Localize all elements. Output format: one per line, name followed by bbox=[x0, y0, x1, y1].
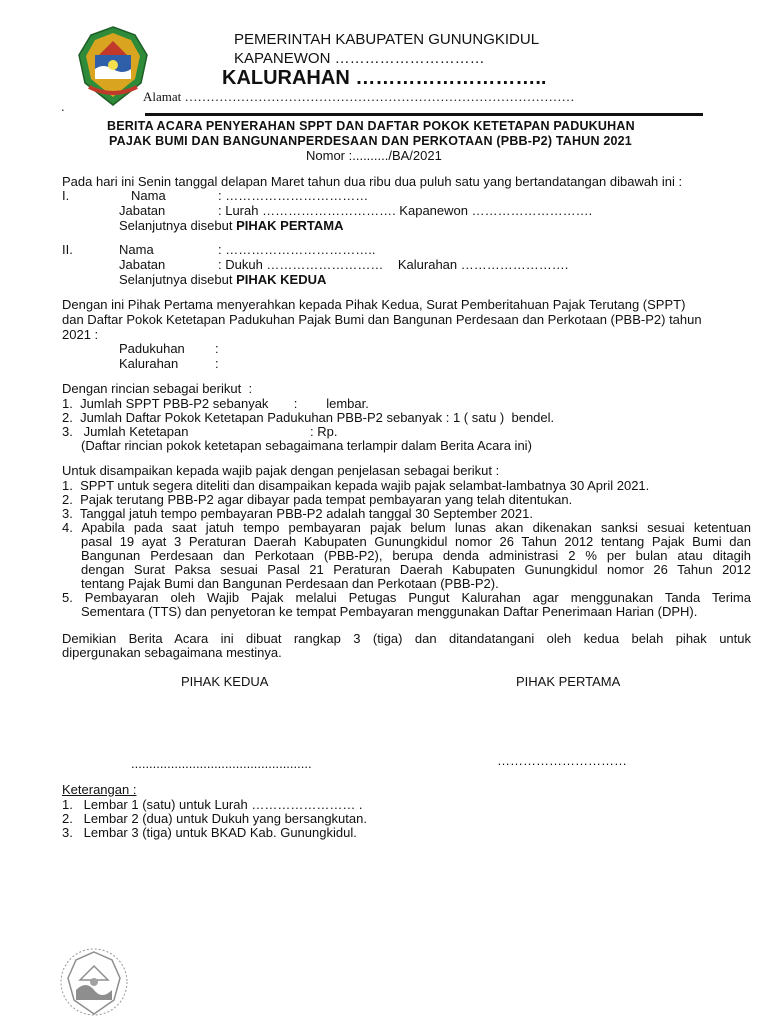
document-title-line2: PAJAK BUMI DAN BANGUNANPERDESAAN DAN PERKOTAAN (PBB-P2) TAHUN 2021 bbox=[109, 134, 632, 148]
header-alamat: Alamat ……………………………………………………………………………… bbox=[143, 89, 575, 104]
header-kalurahan: KALURAHAN ……………………….. bbox=[222, 67, 547, 89]
statement-line1: Dengan ini Pihak Pertama menyerahkan kepada Pihak Kedua, Surat Pemberitahuan Pajak Terutang (SPPT) bbox=[62, 297, 686, 312]
penjelasan-heading: Untuk disampaikan kepada wajib pajak dengan penjelasan sebagai berikut : bbox=[62, 463, 500, 478]
penjelasan-item-4-line4: dengan Surat Paksa sesuai Pasal 21 Peraturan Daerah Kabupaten Gunungkidul nomor 26 Tahun 2012 bbox=[81, 562, 751, 577]
penjelasan-item-1: 1. SPPT untuk segera diteliti dan disampaikan kepada wajib pajak selambat-lambatnya 30 April 2021. bbox=[62, 478, 650, 493]
party1-disebut: Selanjutnya disebut bbox=[119, 218, 233, 233]
keterangan-heading: Keterangan : bbox=[62, 782, 137, 797]
margin-dot: . bbox=[61, 99, 65, 114]
header-government: PEMERINTAH KABUPATEN GUNUNGKIDUL bbox=[234, 31, 540, 48]
header-divider bbox=[145, 113, 703, 116]
party2-role: PIHAK KEDUA bbox=[236, 272, 327, 287]
kalurahan-colon: : bbox=[215, 356, 219, 371]
party2-number: II. bbox=[62, 242, 73, 257]
keterangan-item-2: 2. Lembar 2 (dua) untuk Dukuh yang bersangkutan. bbox=[62, 811, 367, 826]
signature-pihak-pertama-label: PIHAK PERTAMA bbox=[516, 674, 621, 689]
document-number: Nomor :........../BA/2021 bbox=[306, 148, 442, 163]
padukuhan-colon: : bbox=[215, 341, 219, 356]
faded-watermark-emblem bbox=[58, 944, 130, 1020]
rincian-heading: Dengan rincian sebagai berikut : bbox=[62, 381, 253, 396]
party2-jabatan-label: Jabatan bbox=[119, 257, 166, 272]
rincian-item-3-value: : Rp. bbox=[310, 424, 338, 439]
party1-jabatan-label: Jabatan bbox=[119, 203, 166, 218]
party1-role: PIHAK PERTAMA bbox=[236, 218, 344, 233]
penjelasan-item-5-line1: 5. Pembayaran oleh Wajib Pajak melalui Petugas Pungut Kalurahan agar menggunakan Tanda Terima bbox=[62, 590, 751, 605]
statement-line3: 2021 : bbox=[62, 327, 99, 342]
rincian-note: (Daftar rincian pokok ketetapan sebagaimana terlampir dalam Berita Acara ini) bbox=[81, 438, 532, 453]
header-kapanewon: KAPANEWON ………………………… bbox=[234, 50, 485, 67]
party2-nama-value: : …………………………….. bbox=[218, 242, 376, 257]
party1-nama-value: : …………………………… bbox=[218, 188, 369, 203]
penjelasan-item-4-line3: Bangunan Perdesaan dan Perkotaan (PBB-P2), berupa denda administrasi 2 % per bulan atau ditagih bbox=[81, 548, 751, 563]
penjelasan-item-4-line1: 4. Apabila pada saat jatuh tempo pembayaran pajak belum lunas akan dikenakan sanksi sesuai ketentuan bbox=[62, 520, 751, 535]
statement-line2: dan Daftar Pokok Ketetapan Padukuhan Pajak Bumi dan Bangunan Perdesaan dan Perkotaan (PBB-P2) tahun bbox=[62, 312, 702, 327]
party2-designation bbox=[119, 273, 326, 287]
closing-line1: Demikian Berita Acara ini dibuat rangkap 3 (tiga) dan ditandatangani oleh kedua belah pihak untuk bbox=[62, 631, 751, 646]
party2-jabatan-value: : Dukuh ……………………… Kalurahan ……………………. bbox=[218, 257, 569, 272]
party1-nama-label: Nama bbox=[131, 188, 166, 203]
padukuhan-label: Padukuhan bbox=[119, 341, 185, 356]
party2-disebut: Selanjutnya disebut bbox=[119, 272, 233, 287]
penjelasan-item-3: 3. Tanggal jatuh tempo pembayaran PBB-P2 adalah tanggal 30 September 2021. bbox=[62, 506, 533, 521]
document-title-line1: BERITA ACARA PENYERAHAN SPPT DAN DAFTAR POKOK KETETAPAN PADUKUHAN bbox=[107, 119, 635, 133]
rincian-item-2: 2. Jumlah Daftar Pokok Ketetapan Padukuhan PBB-P2 sebanyak : 1 ( satu ) bendel. bbox=[62, 410, 555, 425]
signature-line-left: .................................................. bbox=[131, 756, 312, 771]
kalurahan-label: Kalurahan bbox=[119, 356, 179, 371]
party1-jabatan-value: : Lurah …………………………. Kapanewon ………………………. bbox=[218, 203, 593, 218]
keterangan-item-1: 1. Lembar 1 (satu) untuk Lurah …………………… . bbox=[62, 797, 363, 812]
gunungkidul-emblem-logo bbox=[75, 25, 151, 107]
penjelasan-item-5-line2: Sementara (TTS) dan penyetoran ke tempat Pembayaran menggunakan Daftar Penerimaan Harian (DPH). bbox=[81, 604, 698, 619]
penjelasan-item-4-line2: pasal 19 ayat 3 Peraturan Daerah Kabupaten Gunungkidul nomor 26 Tahun 2012 tentang Pajak Bumi dan bbox=[81, 534, 751, 549]
rincian-item-3: 3. Jumlah Ketetapan bbox=[62, 424, 189, 439]
party1-number: I. bbox=[62, 188, 70, 203]
party1-designation bbox=[119, 219, 343, 233]
signature-line-right: ………………………… bbox=[497, 753, 627, 768]
rincian-item-1: 1. Jumlah SPPT PBB-P2 sebanyak : lembar. bbox=[62, 396, 369, 411]
penjelasan-item-4-line5: tentang Pajak Bumi dan Bangunan Perdesaan dan Perkotaan (PBB-P2). bbox=[81, 576, 499, 591]
signature-pihak-kedua-label: PIHAK KEDUA bbox=[181, 674, 269, 689]
intro-text: Pada hari ini Senin tanggal delapan Maret tahun dua ribu dua puluh satu yang bertandatangan dibawah ini : bbox=[62, 174, 683, 189]
penjelasan-item-2: 2. Pajak terutang PBB-P2 agar dibayar pada tempat pembayaran yang telah ditentukan. bbox=[62, 492, 573, 507]
party2-nama-label: Nama bbox=[119, 242, 154, 257]
keterangan-item-3: 3. Lembar 3 (tiga) untuk BKAD Kab. Gunungkidul. bbox=[62, 825, 357, 840]
closing-line2: dipergunakan sebagaimana mestinya. bbox=[62, 645, 282, 660]
